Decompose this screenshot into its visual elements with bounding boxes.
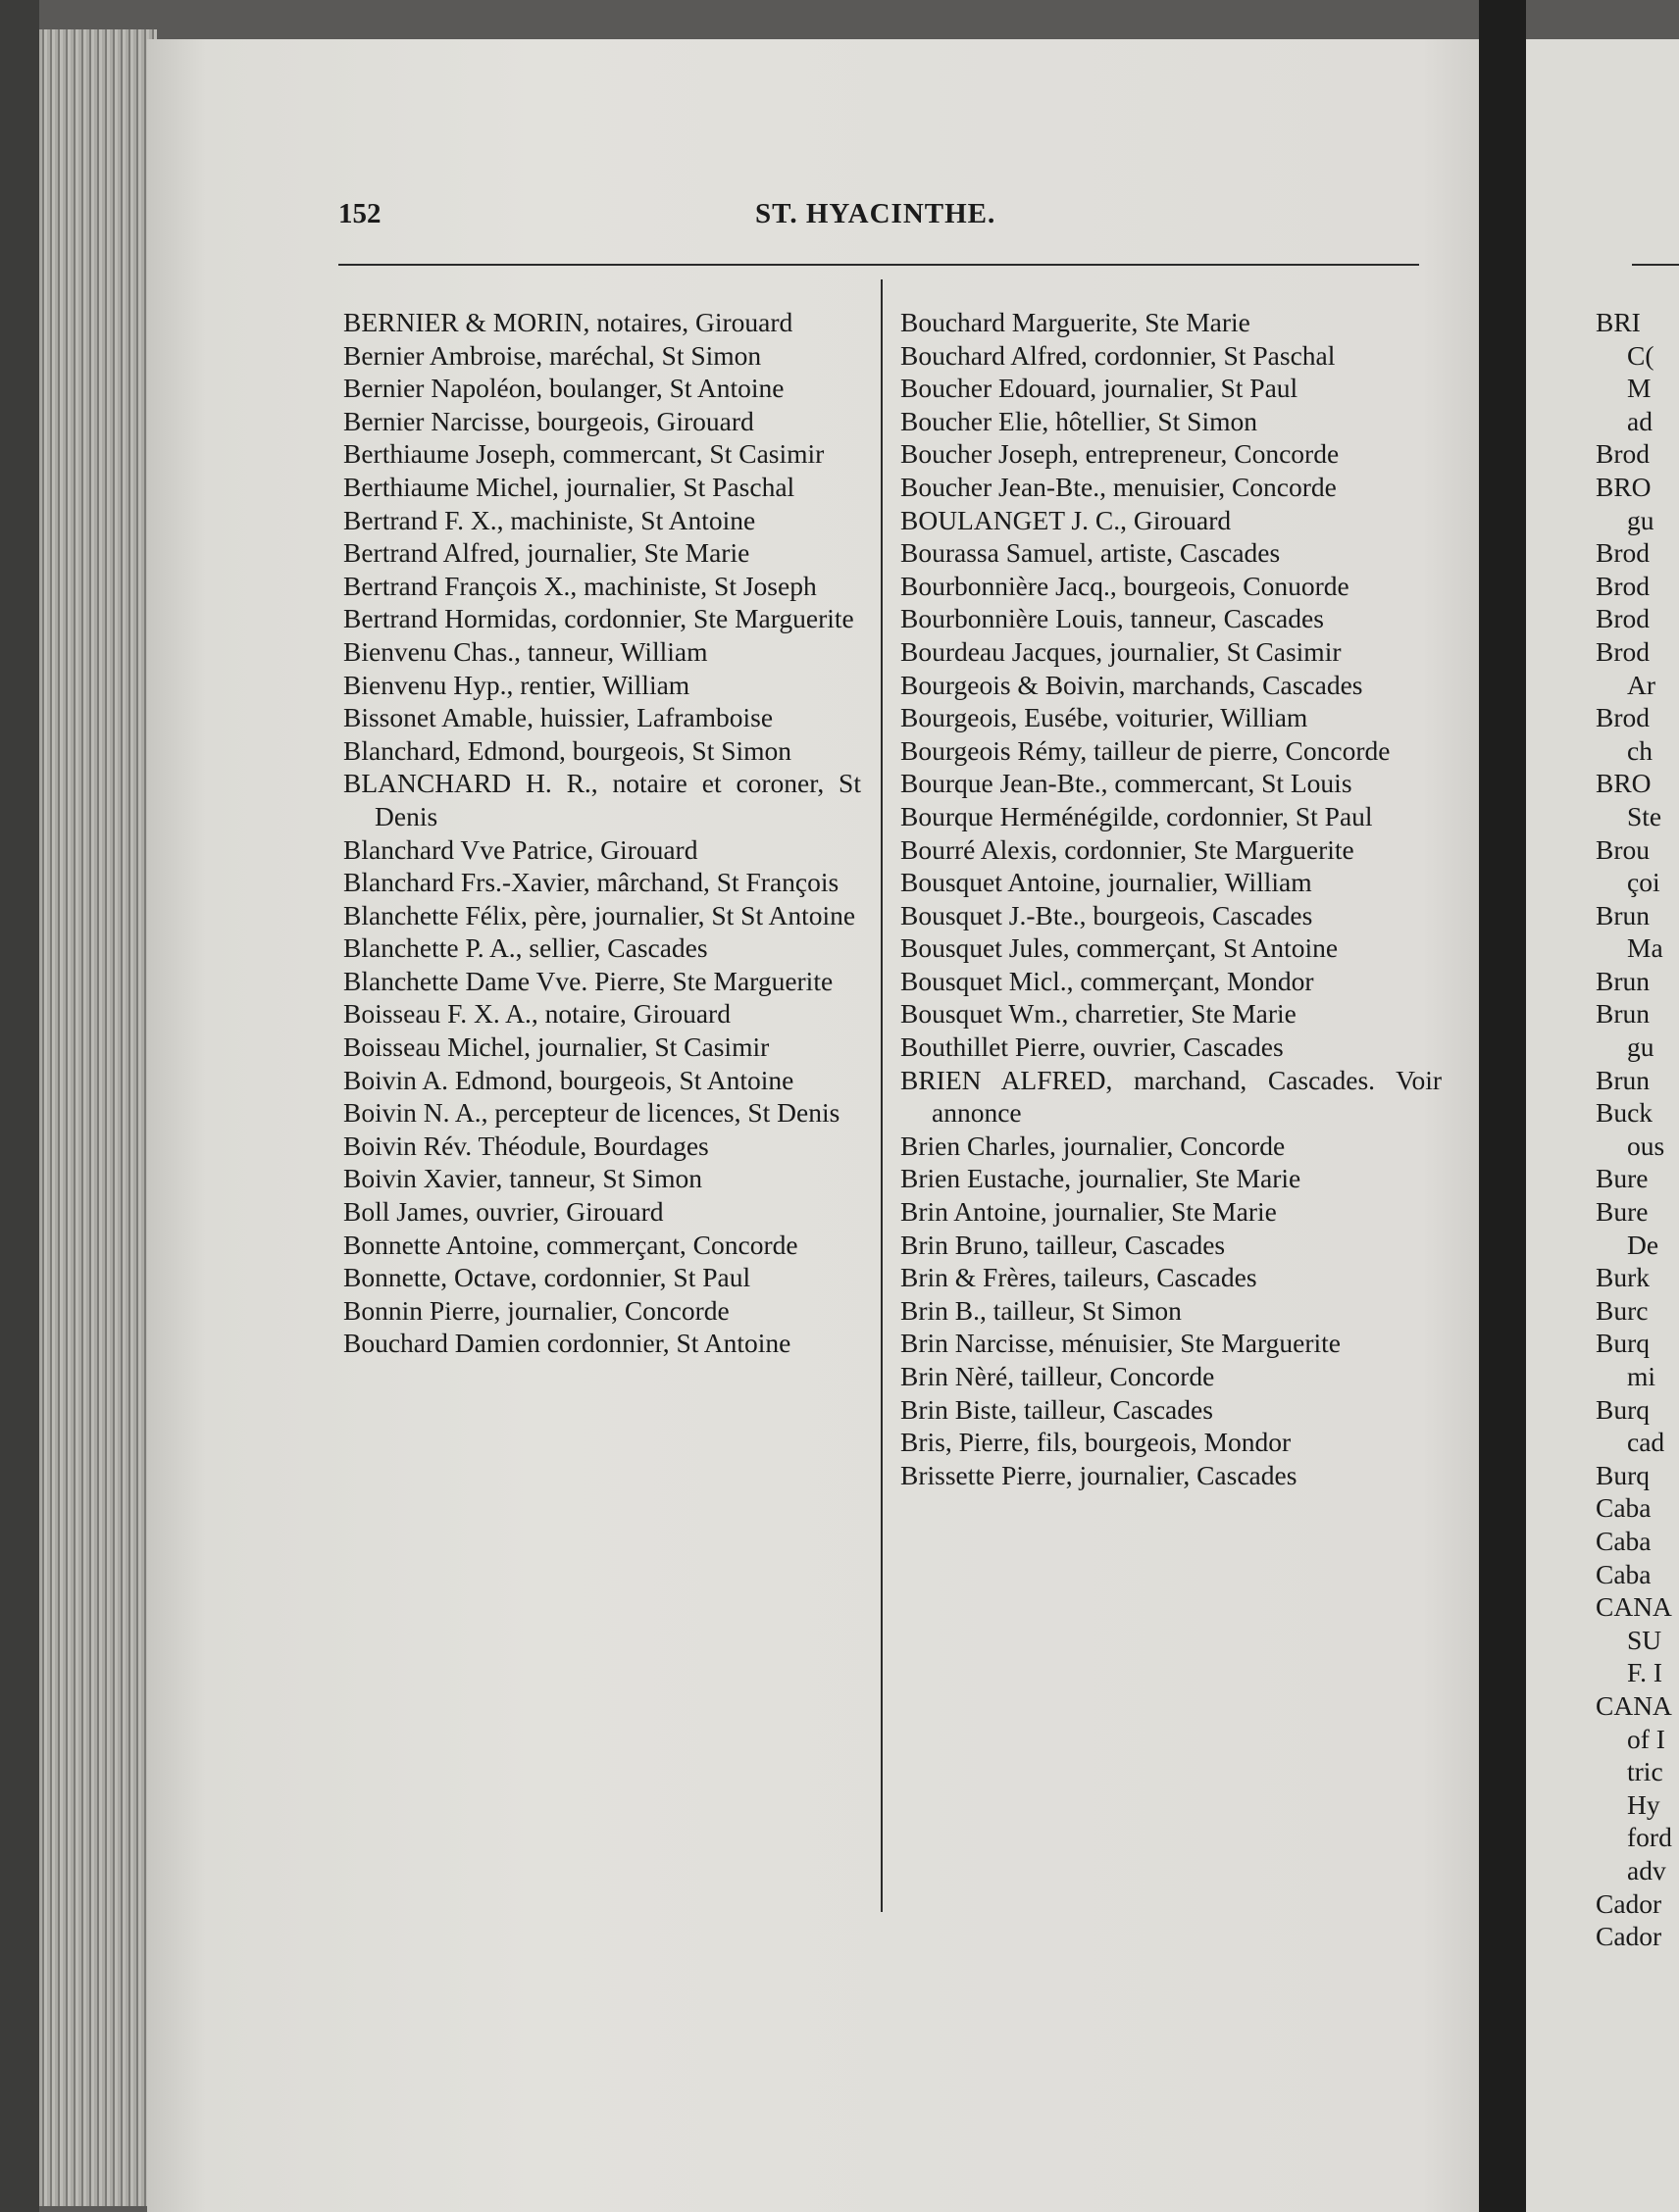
cropped-entry-fragment: Ste bbox=[1627, 800, 1662, 831]
directory-entry: Bouthillet Pierre, ouvrier, Cascades bbox=[900, 1031, 1284, 1063]
cropped-entry-fragment: M bbox=[1627, 373, 1652, 404]
directory-entry: Bousquet Antoine, journalier, William bbox=[900, 867, 1312, 898]
directory-entry: Brin Biste, tailleur, Cascades bbox=[900, 1393, 1213, 1425]
directory-entry: Bourque Jean-Bte., commercant, St Louis bbox=[900, 768, 1352, 799]
cropped-entry-fragment: Burq bbox=[1596, 1328, 1650, 1359]
cropped-entry-fragment: Brod bbox=[1596, 635, 1650, 667]
cropped-entry-fragment: Brod bbox=[1596, 570, 1650, 601]
cropped-entry-fragment: Hy bbox=[1627, 1788, 1660, 1820]
directory-entry: BOULANGET J. C., Girouard bbox=[900, 504, 1232, 535]
directory-entry: Bourré Alexis, cordonnier, Ste Marguerite bbox=[900, 833, 1354, 865]
directory-entry: Bertrand Alfred, journalier, Ste Marie bbox=[343, 537, 750, 569]
directory-entry: Bousquet Wm., charretier, Ste Marie bbox=[900, 998, 1297, 1030]
directory-entry: Bourque Herménégilde, cordonnier, St Paul bbox=[900, 800, 1373, 831]
right-page-header-rule bbox=[1632, 264, 1679, 266]
directory-entry: Bourbonnière Jacq., bourgeois, Conuorde bbox=[900, 570, 1349, 601]
directory-entry: Boucher Joseph, entrepreneur, Concorde bbox=[900, 438, 1340, 470]
cropped-entry-fragment: Burq bbox=[1596, 1393, 1650, 1425]
cropped-entry-fragment: Ma bbox=[1627, 932, 1663, 964]
directory-entry: Boivin Rév. Théodule, Bourdages bbox=[343, 1130, 709, 1161]
directory-entry: Berthiaume Joseph, commercant, St Casimir bbox=[343, 438, 825, 470]
directory-entry: Bourassa Samuel, artiste, Cascades bbox=[900, 537, 1281, 569]
directory-entry: Blanchard Frs.-Xavier, mârchand, St François bbox=[343, 867, 840, 898]
directory-entry: Bouchard Marguerite, Ste Marie bbox=[900, 307, 1250, 337]
directory-entry: Bousquet Jules, commerçant, St Antoine bbox=[900, 932, 1339, 964]
directory-entry: Brien Eustache, journalier, Ste Marie bbox=[900, 1163, 1301, 1194]
cropped-entry-fragment: çoi bbox=[1627, 867, 1660, 898]
cropped-entry-fragment: Cador bbox=[1596, 1887, 1662, 1919]
directory-entry: BERNIER & MORIN, notaires, Girouard bbox=[343, 307, 793, 337]
directory-entry: Bienvenu Chas., tanneur, William bbox=[343, 635, 708, 667]
directory-entry: Bourbonnière Louis, tanneur, Cascades bbox=[900, 603, 1324, 634]
directory-column-middle bbox=[900, 306, 1442, 1491]
directory-entry: Boucher Edouard, journalier, St Paul bbox=[900, 373, 1298, 404]
directory-entry: Brin & Frères, taileurs, Cascades bbox=[900, 1262, 1257, 1293]
directory-entry: Bonnette, Octave, cordonnier, St Paul bbox=[343, 1262, 751, 1293]
directory-entry: Boll James, ouvrier, Girouard bbox=[343, 1196, 664, 1228]
directory-entry: Boisseau F. X. A., notaire, Girouard bbox=[343, 998, 731, 1030]
directory-entry: Bourgeois, Eusébe, voiturier, William bbox=[900, 702, 1308, 733]
directory-entry: Bouchard Alfred, cordonnier, St Paschal bbox=[900, 339, 1336, 371]
cropped-entry-fragment: Ar bbox=[1627, 669, 1656, 700]
directory-entry: Bousquet Micl., commerçant, Mondor bbox=[900, 965, 1314, 996]
directory-entry: Blanchard, Edmond, bourgeois, St Simon bbox=[343, 734, 792, 766]
directory-entry: Boivin Xavier, tanneur, St Simon bbox=[343, 1163, 702, 1194]
directory-entry: Bourdeau Jacques, journalier, St Casimir bbox=[900, 635, 1342, 667]
book-gutter bbox=[1479, 0, 1526, 2212]
cropped-entry-fragment: Burq bbox=[1596, 1459, 1650, 1490]
directory-entry: Bertrand F. X., machiniste, St Antoine bbox=[343, 504, 756, 535]
cropped-entry-fragment: Caba bbox=[1596, 1525, 1652, 1556]
cropped-entry-fragment: CANA bbox=[1596, 1689, 1672, 1721]
cropped-entry-fragment: Buck bbox=[1596, 1097, 1654, 1129]
directory-entry: Boivin A. Edmond, bourgeois, St Antoine bbox=[343, 1064, 794, 1095]
cropped-entry-fragment: Brod bbox=[1596, 438, 1650, 470]
cropped-entry-fragment: ford bbox=[1627, 1822, 1672, 1853]
cropped-entry-fragment: Brou bbox=[1596, 833, 1650, 865]
cropped-entry-fragment: ad bbox=[1627, 405, 1653, 436]
cropped-entry-fragment: Brun bbox=[1596, 998, 1650, 1030]
cropped-entry-fragment: BRI bbox=[1596, 307, 1641, 337]
directory-entry: Bris, Pierre, fils, bourgeois, Mondor bbox=[900, 1427, 1292, 1458]
directory-entry: Brin Antoine, journalier, Ste Marie bbox=[900, 1196, 1277, 1228]
directory-entry: Bertrand Hormidas, cordonnier, Ste Marguerite bbox=[343, 603, 854, 634]
directory-entry: Boivin N. A., percepteur de licences, St Denis bbox=[343, 1097, 840, 1129]
cropped-entry-fragment: F. I bbox=[1627, 1657, 1662, 1688]
directory-entry: Brin B., tailleur, St Simon bbox=[900, 1294, 1182, 1326]
cropped-entry-fragment: C( bbox=[1627, 339, 1654, 371]
directory-entry: Brin Nèré, tailleur, Concorde bbox=[900, 1361, 1215, 1391]
directory-entry: Bonnette Antoine, commerçant, Concorde bbox=[343, 1229, 798, 1260]
cropped-entry-fragment: Burk bbox=[1596, 1262, 1650, 1293]
cropped-entry-fragment: Brod bbox=[1596, 603, 1650, 634]
cropped-entry-fragment: tric bbox=[1627, 1756, 1663, 1787]
cropped-entry-fragment: Bure bbox=[1596, 1196, 1649, 1228]
directory-entry: Bourgeois Rémy, tailleur de pierre, Concorde bbox=[900, 734, 1391, 766]
page-title: ST. HYACINTHE. bbox=[755, 198, 996, 229]
directory-entry: Bienvenu Hyp., rentier, William bbox=[343, 669, 690, 700]
directory-column-right-cropped bbox=[1596, 306, 1679, 1953]
cropped-entry-fragment: ous bbox=[1627, 1130, 1665, 1161]
directory-entry: Bissonet Amable, huissier, Laframboise bbox=[343, 702, 774, 733]
column-separator bbox=[881, 279, 883, 1912]
header-rule bbox=[338, 264, 1419, 266]
directory-entry: Berthiaume Michel, journalier, St Paschal bbox=[343, 471, 795, 502]
directory-entry: Bernier Narcisse, bourgeois, Girouard bbox=[343, 405, 754, 436]
cropped-entry-fragment: BRO bbox=[1596, 471, 1652, 502]
directory-entry: Brien Charles, journalier, Concorde bbox=[900, 1130, 1286, 1161]
directory-entry: Blanchette Dame Vve. Pierre, Ste Marguerite bbox=[343, 965, 834, 996]
directory-entry: Boucher Elie, hôtellier, St Simon bbox=[900, 405, 1257, 436]
cropped-entry-fragment: Cador bbox=[1596, 1921, 1662, 1952]
directory-entry: Bernier Ambroise, maréchal, St Simon bbox=[343, 339, 762, 371]
directory-entry: Bousquet J.-Bte., bourgeois, Cascades bbox=[900, 899, 1313, 930]
cropped-entry-fragment: Burc bbox=[1596, 1294, 1649, 1326]
directory-column-left bbox=[343, 306, 861, 1360]
cropped-entry-fragment: mi bbox=[1627, 1361, 1656, 1391]
directory-entry: Brissette Pierre, journalier, Cascades bbox=[900, 1459, 1297, 1490]
cropped-entry-fragment: Brod bbox=[1596, 537, 1650, 569]
cropped-entry-fragment: CANA bbox=[1596, 1591, 1672, 1623]
directory-entry: Bonnin Pierre, journalier, Concorde bbox=[343, 1294, 730, 1326]
directory-entry: Bourgeois & Boivin, marchands, Cascades bbox=[900, 669, 1363, 700]
directory-entry: BRIEN ALFRED, marchand, Cascades. Voir annonce bbox=[900, 1064, 1442, 1129]
stacked-page-edges bbox=[39, 29, 157, 2206]
page-number: 152 bbox=[338, 198, 382, 229]
cropped-entry-fragment: Caba bbox=[1596, 1558, 1652, 1589]
directory-entry: Boucher Jean-Bte., menuisier, Concorde bbox=[900, 471, 1337, 502]
cropped-entry-fragment: Brun bbox=[1596, 1064, 1650, 1095]
cropped-entry-fragment: adv bbox=[1627, 1854, 1666, 1885]
cropped-entry-fragment: De bbox=[1627, 1229, 1659, 1260]
cropped-entry-fragment: gu bbox=[1627, 1031, 1654, 1063]
directory-entry: Brin Narcisse, ménuisier, Ste Marguerite bbox=[900, 1328, 1341, 1359]
cropped-entry-fragment: of I bbox=[1627, 1723, 1665, 1754]
directory-entry: BLANCHARD H. R., notaire et coroner, St Denis bbox=[343, 768, 861, 831]
cropped-entry-fragment: Brun bbox=[1596, 965, 1650, 996]
cropped-entry-fragment: Bure bbox=[1596, 1163, 1649, 1194]
cropped-entry-fragment: gu bbox=[1627, 504, 1654, 535]
cropped-entry-fragment: cad bbox=[1627, 1427, 1665, 1458]
book-cover-edge bbox=[0, 0, 39, 2212]
directory-entry: Blanchette Félix, père, journalier, St St Antoine bbox=[343, 899, 856, 930]
cropped-entry-fragment: ch bbox=[1627, 734, 1653, 766]
directory-entry: Bouchard Damien cordonnier, St Antoine bbox=[343, 1328, 791, 1359]
cropped-entry-fragment: BRO bbox=[1596, 768, 1652, 799]
directory-entry: Blanchette P. A., sellier, Cascades bbox=[343, 932, 708, 964]
directory-entry: Blanchard Vve Patrice, Girouard bbox=[343, 833, 698, 865]
directory-entry: Brin Bruno, tailleur, Cascades bbox=[900, 1229, 1226, 1260]
cropped-entry-fragment: Brun bbox=[1596, 899, 1650, 930]
directory-entry: Bertrand François X., machiniste, St Joseph bbox=[343, 570, 817, 601]
cropped-entry-fragment: Brod bbox=[1596, 702, 1650, 733]
cropped-entry-fragment: SU bbox=[1627, 1624, 1662, 1655]
cropped-entry-fragment: Caba bbox=[1596, 1492, 1652, 1524]
directory-entry: Bernier Napoléon, boulanger, St Antoine bbox=[343, 373, 785, 404]
directory-entry: Boisseau Michel, journalier, St Casimir bbox=[343, 1031, 770, 1063]
